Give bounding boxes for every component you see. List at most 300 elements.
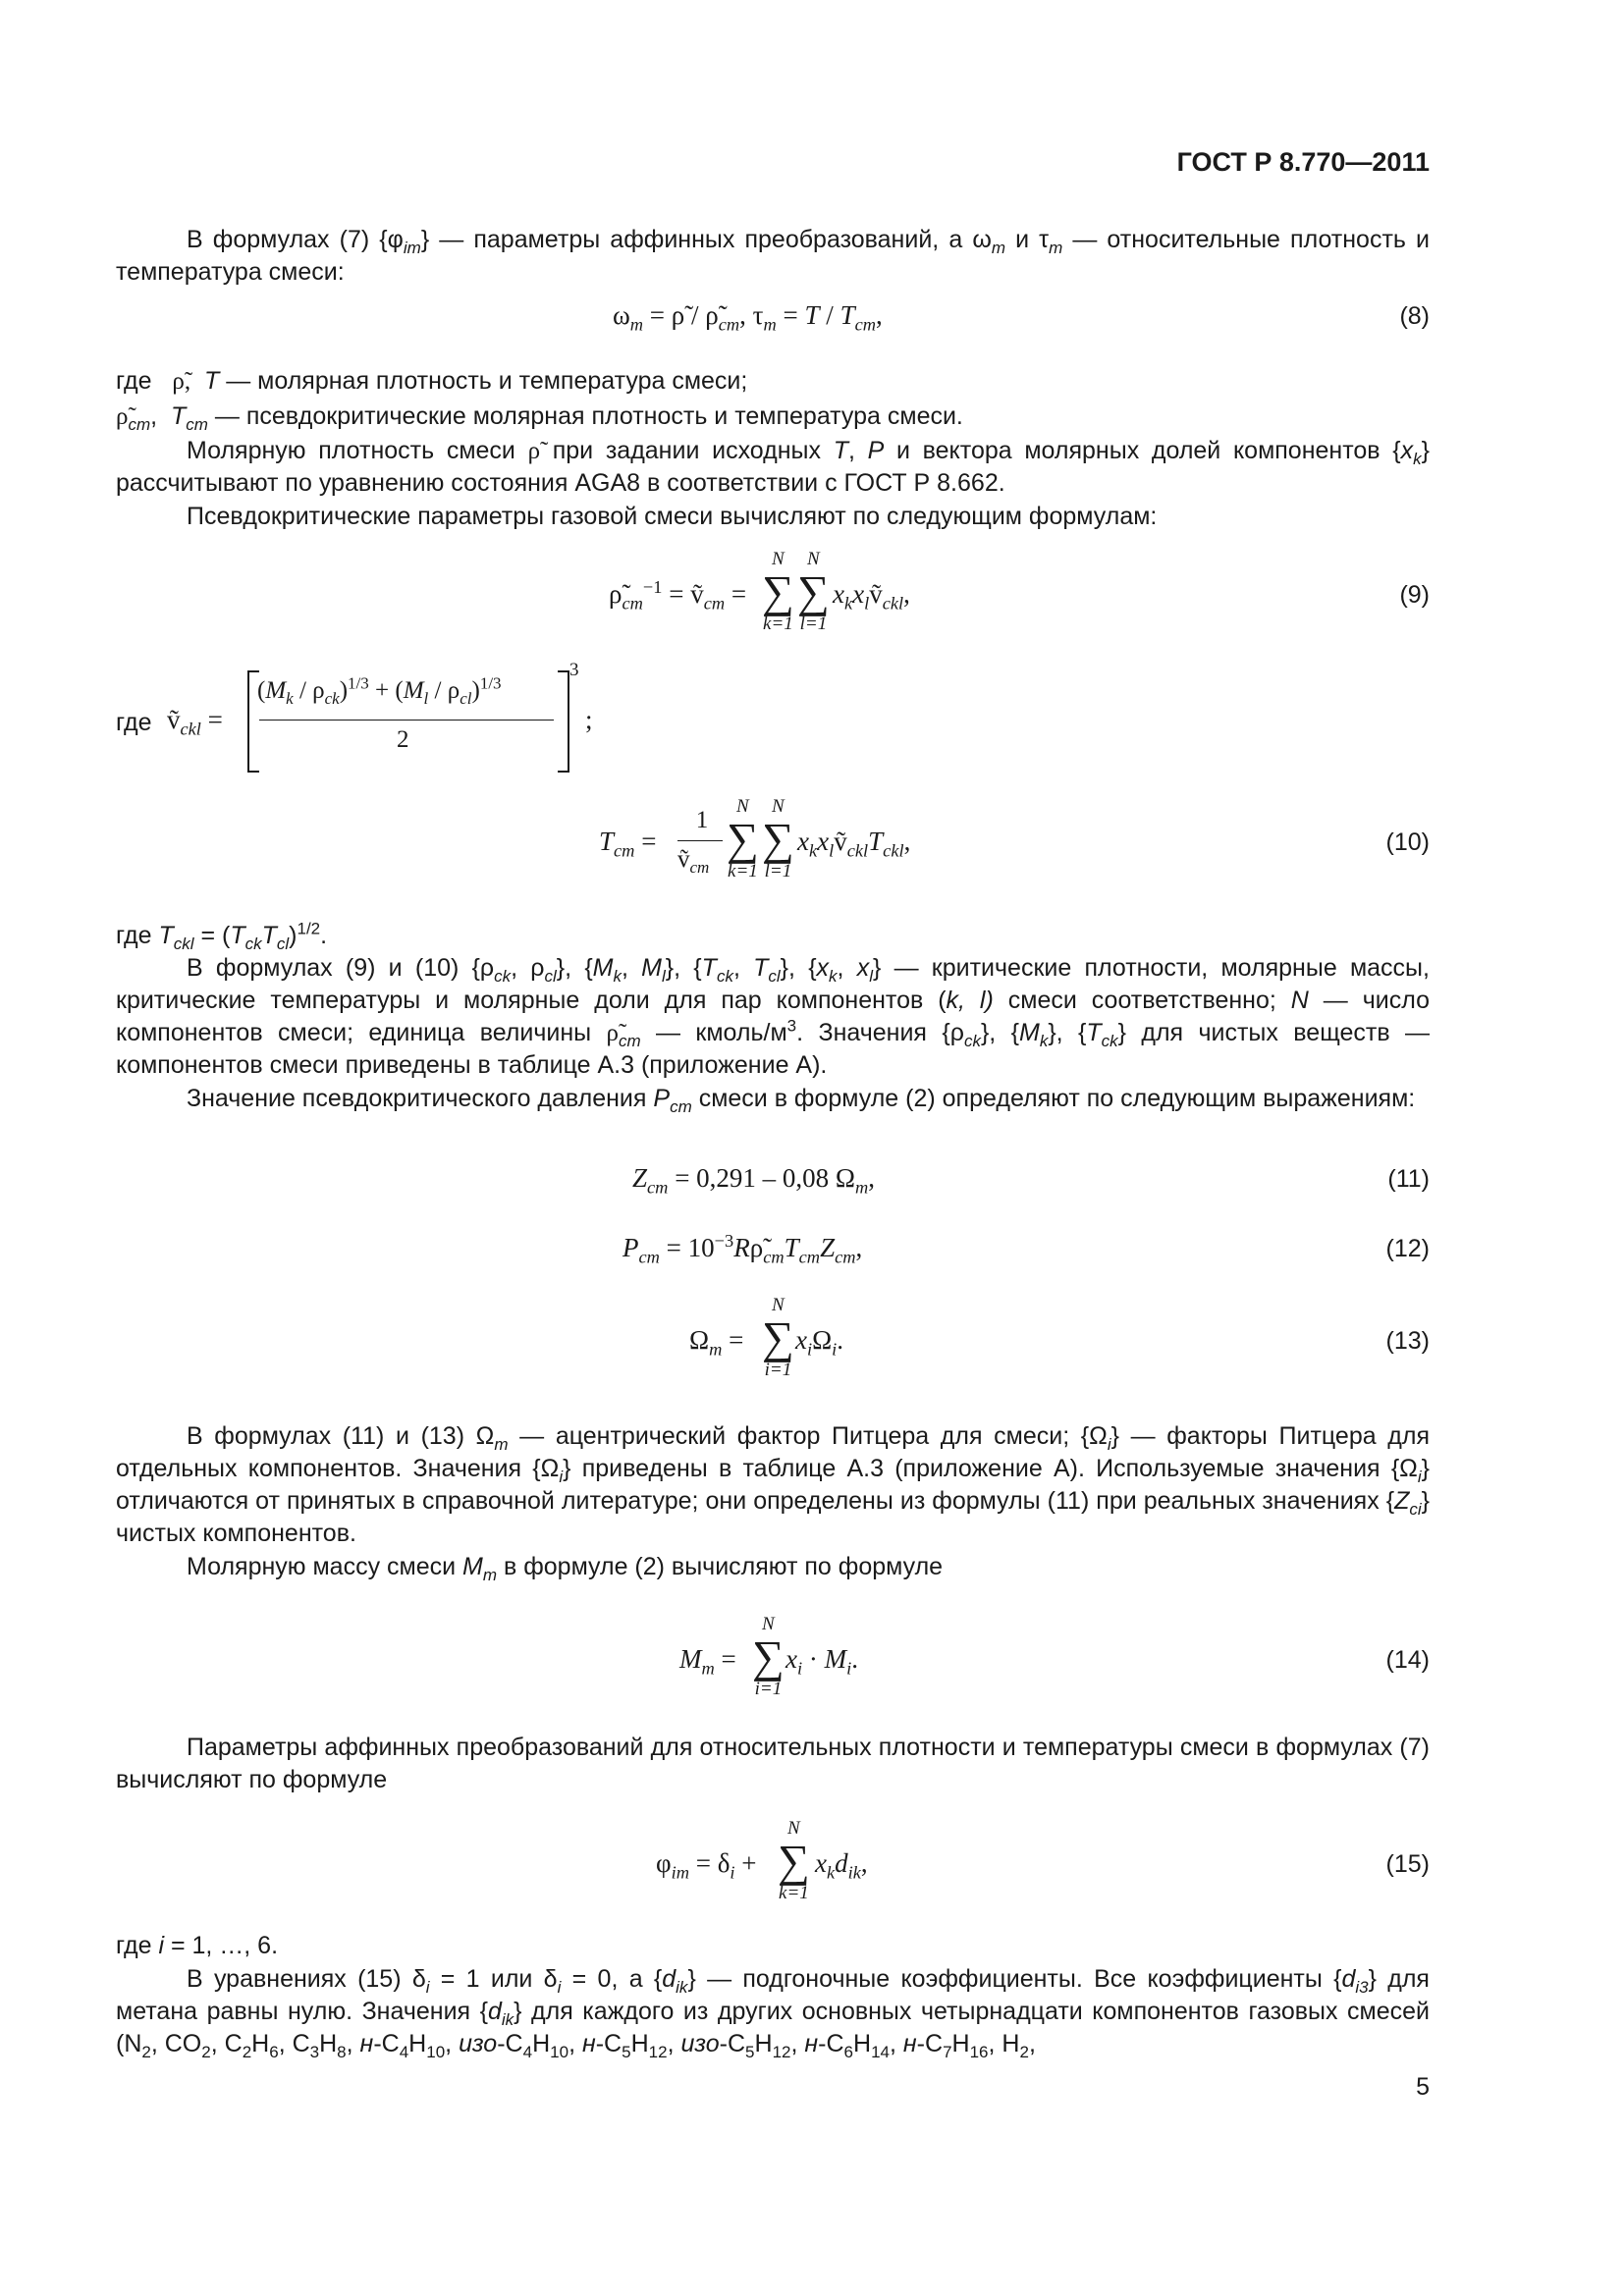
subscript: i	[806, 1339, 813, 1360]
text-run: ,	[1028, 2030, 1036, 2057]
eq-run: ,	[855, 1233, 863, 1262]
var-T: T	[599, 827, 615, 856]
var-x: x	[817, 827, 830, 856]
var-T: T	[784, 1233, 799, 1262]
sum-upper-limit: N	[736, 796, 749, 817]
vckl-denominator: 2	[397, 726, 409, 753]
var-T: T	[753, 954, 769, 982]
sum-symbol-i	[762, 1296, 794, 1380]
subscript: m	[629, 314, 644, 335]
subscript: cm	[618, 1032, 641, 1050]
paragraph-pitzer-factor	[116, 1420, 1430, 1550]
text-run: H	[754, 2030, 773, 2057]
italic-prefix: н	[359, 2030, 374, 2057]
where-clause-pseudocritical	[116, 400, 963, 433]
italic-prefix: н	[902, 2030, 917, 2057]
subscript: ckl	[882, 593, 904, 614]
equation-8	[613, 300, 883, 335]
subscript: 12	[648, 2043, 668, 2061]
text-run: ,	[150, 402, 158, 430]
italic-prefix: н	[804, 2030, 819, 2057]
text-run: В формулах (7) {φ	[187, 226, 404, 253]
text-run: H	[951, 2030, 970, 2057]
superscript: 1/3	[348, 673, 369, 693]
subscript: 14	[871, 2043, 890, 2061]
superscript: 3	[786, 1016, 797, 1036]
var-M: M	[824, 1644, 847, 1674]
eq10-fraction-num: 1	[695, 807, 709, 833]
sigma-glyph: ∑	[762, 814, 794, 864]
omega-symbol: Ω	[689, 1325, 710, 1355]
eq-run: / ρ	[428, 677, 460, 704]
subscript: cm	[638, 1247, 660, 1267]
subscript: 16	[969, 2043, 989, 2061]
text-run: — псевдокритические молярная плотность и температура смеси.	[207, 402, 963, 430]
sum-upper-limit: N	[772, 549, 785, 569]
text-run: в формуле (2) вычисляют по формуле	[497, 1553, 944, 1580]
text-run: )	[289, 922, 298, 949]
where-clause-i	[116, 1930, 278, 1962]
subscript: m	[709, 1339, 723, 1360]
subscript: im	[403, 239, 421, 257]
eq-run: =	[714, 1644, 736, 1674]
sum-symbol-i	[752, 1615, 785, 1699]
subscript: ckl	[846, 840, 869, 861]
text-run: , H	[988, 2030, 1020, 2057]
subscript: i	[1107, 1435, 1111, 1454]
subscript: cm	[670, 1097, 692, 1116]
sum-upper-limit: N	[787, 1818, 800, 1839]
subscript: i	[846, 1658, 852, 1679]
subscript: l	[869, 967, 873, 986]
subscript: cm	[614, 840, 635, 861]
eq-run: =	[662, 579, 691, 609]
subscript: i	[832, 1339, 838, 1360]
text-run: ,	[568, 2030, 582, 2057]
subscript: 4	[522, 2043, 533, 2061]
text-run: ,	[346, 2030, 360, 2057]
subscript: cm	[703, 593, 726, 614]
subscript: cl	[544, 967, 557, 986]
paragraph-affine-formula: Параметры аффинных преобразований для относительных плотности и температуры смеси в формулах (7) вычисляют по формуле	[116, 1734, 1430, 1793]
v-tilde-symbol: ṽ	[869, 579, 883, 609]
text-run: H	[408, 2030, 427, 2057]
subscript: ck	[244, 934, 262, 953]
subscript: cl	[276, 934, 290, 953]
var-d: d	[662, 1965, 677, 1993]
text-run: смеси в формуле (2) определяют по следующим выражениям:	[691, 1085, 1416, 1112]
subscript: cm	[689, 858, 710, 877]
sum-upper-limit: N	[807, 549, 820, 569]
subscript: 3	[309, 2043, 320, 2061]
subscript: m	[991, 239, 1006, 257]
rho-tilde-symbol: ρ̃,	[172, 368, 191, 395]
text-run: ,	[622, 954, 642, 982]
var-i: i	[158, 1932, 164, 1959]
eq-run: / ρ	[293, 677, 325, 704]
var-x: x	[816, 954, 830, 982]
subscript: l	[864, 593, 870, 614]
eq-run: , τ	[739, 300, 764, 330]
subscript: i3	[1355, 1978, 1369, 1997]
text-run: смеси соответственно;	[993, 987, 1291, 1014]
text-run: } — критические плотности, молярные массы, критические температуры и молярные доли для пар компонентов (	[116, 954, 1430, 1014]
text-run: }, {	[780, 954, 817, 982]
var-x: x	[785, 1644, 797, 1674]
var-M: M	[1018, 1019, 1040, 1046]
var-M: M	[641, 954, 662, 982]
sum-symbol-k	[727, 797, 759, 881]
subscript: cm	[835, 1247, 856, 1267]
var-T: T	[203, 367, 220, 395]
subscript: ck	[1101, 1032, 1118, 1050]
text-run: } для чистых веществ — компонентов смеси приведены в таблице А.3 (приложение А).	[116, 1019, 1431, 1079]
var-M: M	[265, 677, 287, 704]
var-x: x	[856, 954, 870, 982]
sum-symbol-l	[797, 550, 830, 634]
equation-13-lhs	[689, 1325, 744, 1360]
sum-upper-limit: N	[772, 796, 785, 817]
var-T: T	[701, 954, 717, 982]
text-run: ,	[445, 2030, 460, 2057]
text-run: где	[116, 1932, 159, 1959]
eq-run: ,	[903, 579, 910, 609]
paren: )	[471, 677, 480, 704]
subscript: ck	[324, 689, 340, 708]
subscript: 8	[337, 2043, 347, 2061]
text-run: } для каждого из других основных четырнадцати компонентов газовых смесей (N	[116, 1998, 1430, 2057]
var-T: T	[158, 922, 174, 949]
v-tilde-symbol: ṽ	[677, 846, 690, 873]
text-run: = (	[193, 922, 231, 949]
text-run: Значение псевдокритического давления	[187, 1085, 654, 1112]
eq-run: = ρ̃ / ρ̃	[643, 300, 719, 330]
paren: )	[339, 677, 349, 704]
var-x: x	[795, 1325, 807, 1355]
subscript: m	[701, 1658, 715, 1679]
var-T: T	[1086, 1019, 1102, 1046]
vckl-tail: ;	[585, 705, 593, 734]
equation-9-lhs	[609, 577, 747, 614]
subscript: 5	[622, 2043, 631, 2061]
var-x: x	[1400, 437, 1414, 464]
vckl-power: 3	[569, 660, 579, 680]
text-run: }, {	[980, 1019, 1019, 1046]
eq-run: .	[837, 1325, 844, 1355]
sum-lower-limit: i=1	[754, 1679, 783, 1699]
superscript: 1/2	[297, 919, 321, 938]
text-run: ,	[790, 2030, 805, 2057]
rho-tilde-symbol: ρ̃	[527, 438, 541, 464]
sum-symbol-k	[778, 1819, 810, 1903]
subscript: m	[494, 1435, 509, 1454]
text-run: — ацентрический фактор Питцера для смеси; {Ω	[508, 1422, 1108, 1450]
sum-lower-limit: k=1	[779, 1883, 809, 1903]
eq-run: .	[851, 1644, 858, 1674]
subscript: ckl	[173, 934, 194, 953]
var-Z: Z	[632, 1163, 648, 1193]
subscript: ck	[494, 967, 512, 986]
eq-run: ,	[903, 827, 911, 856]
subscript: 10	[426, 2043, 446, 2061]
sum-lower-limit: l=1	[799, 614, 828, 634]
italic-prefix: изо	[680, 2030, 720, 2057]
text-run: } чистых компонентов.	[116, 1487, 1430, 1547]
text-run: где	[116, 922, 159, 949]
text-run: H	[630, 2030, 649, 2057]
subscript: cm	[718, 314, 740, 335]
subscript: m	[1049, 239, 1063, 257]
subscript: m	[482, 1566, 498, 1584]
equation-number-8: (8)	[1399, 302, 1430, 330]
subscript: i	[425, 1978, 430, 1997]
sum-symbol-l	[762, 797, 794, 881]
subscript: 2	[1019, 2043, 1029, 2061]
equation-number-10: (10)	[1385, 828, 1430, 856]
text-run: -C	[595, 2030, 623, 2057]
subscript: ik	[847, 1862, 861, 1883]
rho-tilde-symbol: ρ̃	[606, 1020, 619, 1046]
eq-run: +	[734, 1848, 757, 1878]
var-M: M	[679, 1644, 702, 1674]
equation-15-rhs	[815, 1848, 868, 1883]
equation-10-lhs	[599, 827, 657, 861]
eq-run: /	[819, 300, 840, 330]
eq-run: =	[776, 300, 805, 330]
var-P: P	[623, 1233, 639, 1262]
eq-run: ,	[860, 1848, 868, 1878]
sigma-glyph: ∑	[727, 814, 759, 864]
subscript: ck	[963, 1032, 981, 1050]
equation-15-lhs	[656, 1848, 757, 1883]
page-number: 5	[1416, 2073, 1430, 2101]
text-run: } приведены в таблице А.3 (приложение А). Используемые значения {Ω	[563, 1455, 1418, 1482]
var-R: R	[733, 1233, 750, 1262]
subscript: cl	[768, 967, 781, 986]
text-run: .	[320, 922, 328, 949]
subscript: cm	[798, 1247, 821, 1267]
text-run: В уравнениях (15) δ	[187, 1965, 426, 1993]
subscript: k	[613, 967, 622, 986]
text-run: ,	[847, 437, 868, 464]
text-run: = 1 или δ	[429, 1965, 558, 1993]
rho-tilde-symbol: ρ̃	[749, 1233, 764, 1262]
where-word-vckl: где	[116, 709, 152, 736]
subscript: cm	[647, 1177, 669, 1198]
omega-symbol: Ω	[812, 1325, 833, 1355]
subscript: i	[730, 1862, 735, 1883]
text-run: } рассчитывают по уравнению состояния AGA8 в соответствии с ГОСТ Р 8.662.	[116, 437, 1430, 497]
var-P: P	[653, 1085, 671, 1112]
paragraph-molar-density	[116, 435, 1430, 500]
subscript: im	[671, 1862, 689, 1883]
sum-upper-limit: N	[762, 1614, 775, 1634]
text-run: ,	[667, 2030, 681, 2057]
rho-tilde-symbol: ρ̃	[116, 403, 129, 430]
text-run: }, {	[1048, 1019, 1087, 1046]
text-run: ,	[732, 954, 754, 982]
var-M: M	[592, 954, 614, 982]
text-run: = 0, а {	[561, 1965, 663, 1993]
var-P: P	[867, 437, 885, 464]
subscript: ckl	[180, 719, 201, 739]
text-run: при задании исходных	[540, 437, 834, 464]
subscript: 6	[269, 2043, 279, 2061]
sigma-glyph: ∑	[762, 1312, 794, 1362]
subscript: i	[559, 1468, 564, 1486]
text-run: В формулах (11) и (13) Ω	[187, 1422, 495, 1450]
paragraph-affine-params	[116, 224, 1430, 289]
text-run: Молярную плотность смеси	[187, 437, 528, 464]
equation-number-9: (9)	[1399, 581, 1430, 609]
subscript: cm	[186, 415, 208, 434]
equation-11	[632, 1163, 876, 1198]
subscript: 4	[399, 2043, 409, 2061]
text-run: ,	[890, 2030, 903, 2057]
var-M: M	[462, 1553, 483, 1580]
var-x: x	[797, 827, 809, 856]
var-x: x	[852, 579, 865, 609]
eq-var: T	[839, 300, 855, 330]
text-run: H	[251, 2030, 270, 2057]
sigma-glyph: ∑	[797, 566, 830, 616]
var-T: T	[230, 922, 245, 949]
subscript: k	[826, 1862, 836, 1883]
subscript: cm	[763, 1247, 785, 1267]
subscript: k	[286, 689, 294, 708]
var-kl: k, l)	[946, 987, 994, 1014]
subscript: m	[855, 1177, 869, 1198]
subscript: ci	[1409, 1500, 1422, 1519]
fraction-bar	[677, 840, 723, 841]
subscript: k	[808, 840, 818, 861]
subscript: cl	[460, 689, 472, 708]
equation-number-15: (15)	[1385, 1850, 1430, 1878]
eq-run: =	[722, 1325, 744, 1355]
text-run: — молярная плотность и температура смеси;	[219, 367, 748, 395]
superscript: −3	[714, 1231, 734, 1251]
var-M: M	[403, 677, 424, 704]
text-run: }, {	[665, 954, 702, 982]
eq-run: =	[200, 705, 223, 734]
text-run: }, {	[556, 954, 593, 982]
phi-symbol: φ	[656, 1848, 672, 1878]
text-run: , ρ	[511, 954, 545, 982]
text-run: H	[532, 2030, 551, 2057]
text-run: -C	[818, 2030, 844, 2057]
eq-run: = 0,291 – 0,08 Ω	[668, 1163, 855, 1193]
subscript: ik	[501, 2010, 514, 2029]
subscript: k	[829, 967, 838, 986]
italic-prefix: н	[581, 2030, 596, 2057]
subscript: l	[662, 967, 666, 986]
eq-run: ·	[802, 1644, 825, 1674]
subscript: l	[423, 689, 429, 708]
sigma-glyph: ∑	[762, 566, 794, 616]
text-run: } отличаются от принятых в справочной литературе; они определены из формулы (11) при реальных значениях {	[116, 1455, 1430, 1515]
v-tilde-symbol: ṽ	[690, 579, 704, 609]
where-clause-tckl	[116, 920, 327, 952]
var-x: x	[833, 579, 844, 609]
eq-var: T	[804, 300, 820, 330]
equation-number-14: (14)	[1385, 1646, 1430, 1674]
text-run: и вектора молярных долей компонентов {	[884, 437, 1401, 464]
equation-13-rhs	[795, 1325, 844, 1360]
text-run: — относительные плотность и температура смеси:	[116, 226, 1430, 286]
vckl-numerator	[257, 673, 502, 708]
subscript: 12	[772, 2043, 791, 2061]
subscript: cm	[622, 593, 643, 614]
sum-lower-limit: i=1	[764, 1360, 792, 1380]
subscript: ik	[676, 1978, 688, 1997]
sum-upper-limit: N	[772, 1295, 785, 1315]
paren: (	[257, 677, 266, 704]
eq-run: = δ	[688, 1848, 731, 1878]
italic-prefix: изо	[459, 2030, 498, 2057]
text-run: — число компонентов смеси; единица величины	[116, 987, 1430, 1046]
sum-symbol-k	[762, 550, 794, 634]
var-d: d	[1341, 1965, 1356, 1993]
text-run: и τ	[1005, 226, 1050, 253]
subscript: k	[843, 593, 853, 614]
v-tilde-symbol: ṽ	[834, 827, 847, 856]
where-word: где	[116, 367, 152, 395]
text-run: ,	[837, 954, 857, 982]
text-run: Молярную массу смеси	[187, 1553, 463, 1580]
eq-run: ,	[868, 1163, 876, 1193]
sigma-glyph: ∑	[752, 1631, 785, 1682]
paragraph-critical-params	[116, 952, 1430, 1082]
subscript: cm	[854, 314, 877, 335]
var-T: T	[833, 437, 848, 464]
text-run: -C	[373, 2030, 400, 2057]
subscript: k	[1039, 1032, 1049, 1050]
equation-number-13: (13)	[1385, 1327, 1430, 1355]
where-clause-density	[116, 365, 747, 398]
subscript: 6	[843, 2043, 854, 2061]
var-Z: Z	[820, 1233, 836, 1262]
eq-run: =	[725, 579, 747, 609]
text-run: } — подгоночные коэффициенты. Все коэффициенты {	[687, 1965, 1342, 1993]
subscript: m	[763, 314, 777, 335]
sum-lower-limit: l=1	[764, 861, 792, 881]
subscript: 7	[943, 2043, 952, 2061]
superscript: 1/3	[479, 673, 502, 693]
subscript: i	[557, 1978, 562, 1997]
subscript: cm	[128, 415, 151, 434]
var-x: x	[815, 1848, 827, 1878]
fraction-bar	[259, 720, 554, 721]
sum-lower-limit: k=1	[763, 614, 793, 634]
text-run: -C	[916, 2030, 944, 2057]
paragraph-molar-mass	[116, 1551, 1430, 1583]
subscript: 10	[550, 2043, 569, 2061]
eq-run: =	[634, 827, 657, 856]
text-run: , CO	[150, 2030, 202, 2057]
eq-run: = 10	[659, 1233, 715, 1262]
paragraph-pseudocritical-intro: Псевдокритические параметры газовой смеси вычисляют по следующим формулам:	[187, 503, 1158, 530]
eq-run: + (	[368, 677, 404, 704]
equation-12	[623, 1231, 863, 1267]
subscript: 2	[201, 2043, 211, 2061]
var-Z: Z	[1394, 1487, 1410, 1515]
text-run: H	[853, 2030, 872, 2057]
equation-10-rhs	[797, 827, 911, 861]
text-run: , C	[278, 2030, 310, 2057]
text-run: } для метана равны нулю. Значения {	[116, 1965, 1430, 2025]
subscript: 2	[141, 2043, 151, 2061]
equation-9-rhs	[833, 579, 910, 614]
